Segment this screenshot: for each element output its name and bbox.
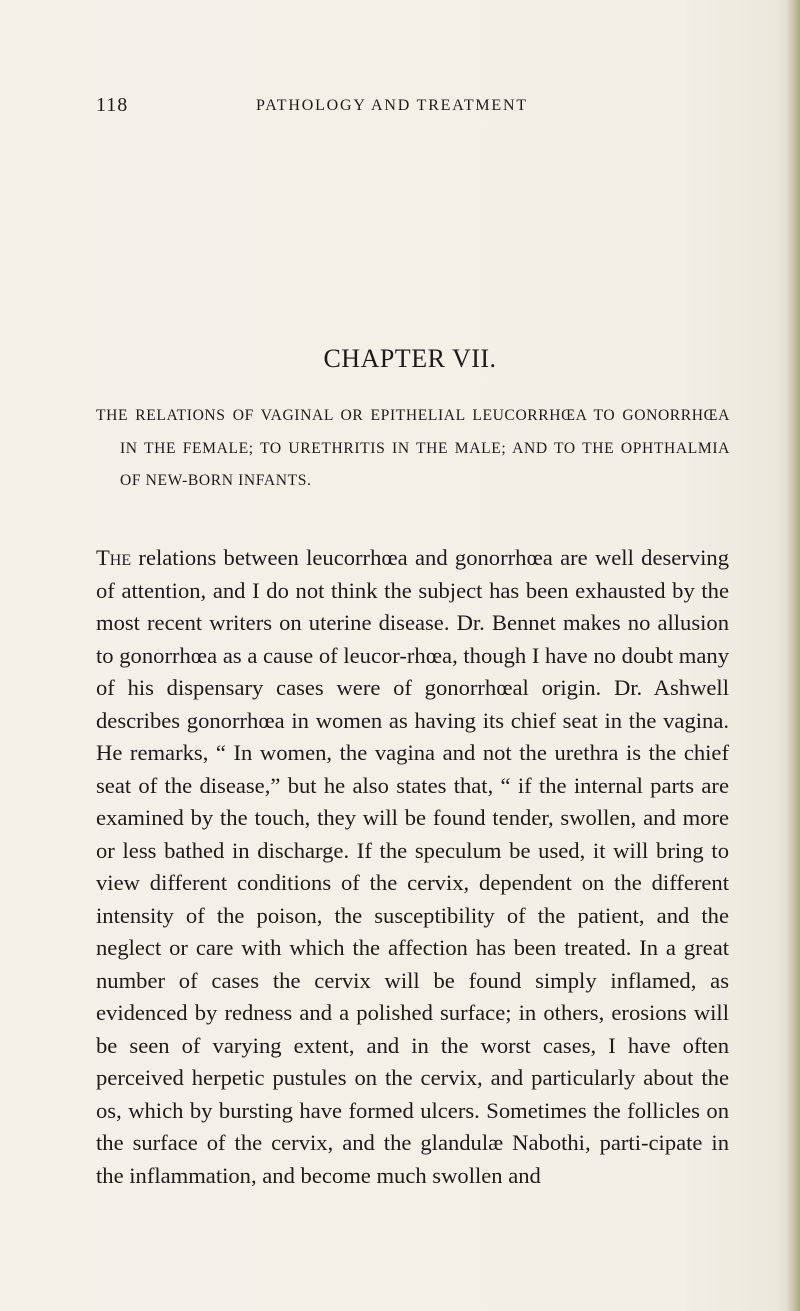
page-edge-shadow [786, 0, 800, 1311]
paragraph-lead-word: The [96, 545, 132, 570]
running-head [0, 94, 800, 118]
body-paragraph [96, 542, 729, 1192]
chapter-subtitle: THE RELATIONS OF VAGINAL OR EPITHELIAL LEUCORRHŒA TO GONORRHŒA IN THE FEMALE; TO URETHRITIS IN THE MALE; AND TO THE OPHTHALMIA OF NEW-BORN INFANTS. [96, 407, 730, 490]
running-title: PATHOLOGY AND TREATMENT [256, 97, 528, 114]
paragraph-text: relations between leucorrhœa and gonorrhœa are well deserving of attention, and I do not think the subject has been exhausted by the most recent writers on uterine disease. Dr. Bennet makes no allusion to gonorrhœa as a cause of leucor-rhœa, though I have no doubt many of his dispensary cases were of gonorrhœal origin. Dr. Ashwell describes gonorrhœa in women as having its chief seat in the vagina. He remarks, “ In women, the vagina and not the urethra is the chief seat of the disease,” but he also states that, “ if the internal parts are examined by the touch, they will be found tender, swollen, and more or less bathed in discharge. If the speculum be used, it will bring to view different conditions of the cervix, dependent on the different intensity of the poison, the susceptibility of the patient, and the neglect or care with which the affection has been treated. In a great number of cases the cervix will be found simply inflamed, as evidenced by redness and a polished surface; in others, erosions will be seen of varying extent, and in the worst cases, I have often perceived herpetic pustules on the cervix, and particularly about the os, which by bursting have formed ulcers. Sometimes the follicles on the surface of the cervix, and the glandulæ Nabothi, parti-cipate in the inflammation, and become much swollen and [96, 545, 729, 1188]
page-number: 118 [96, 94, 129, 116]
chapter-title: CHAPTER VII. [323, 344, 497, 373]
